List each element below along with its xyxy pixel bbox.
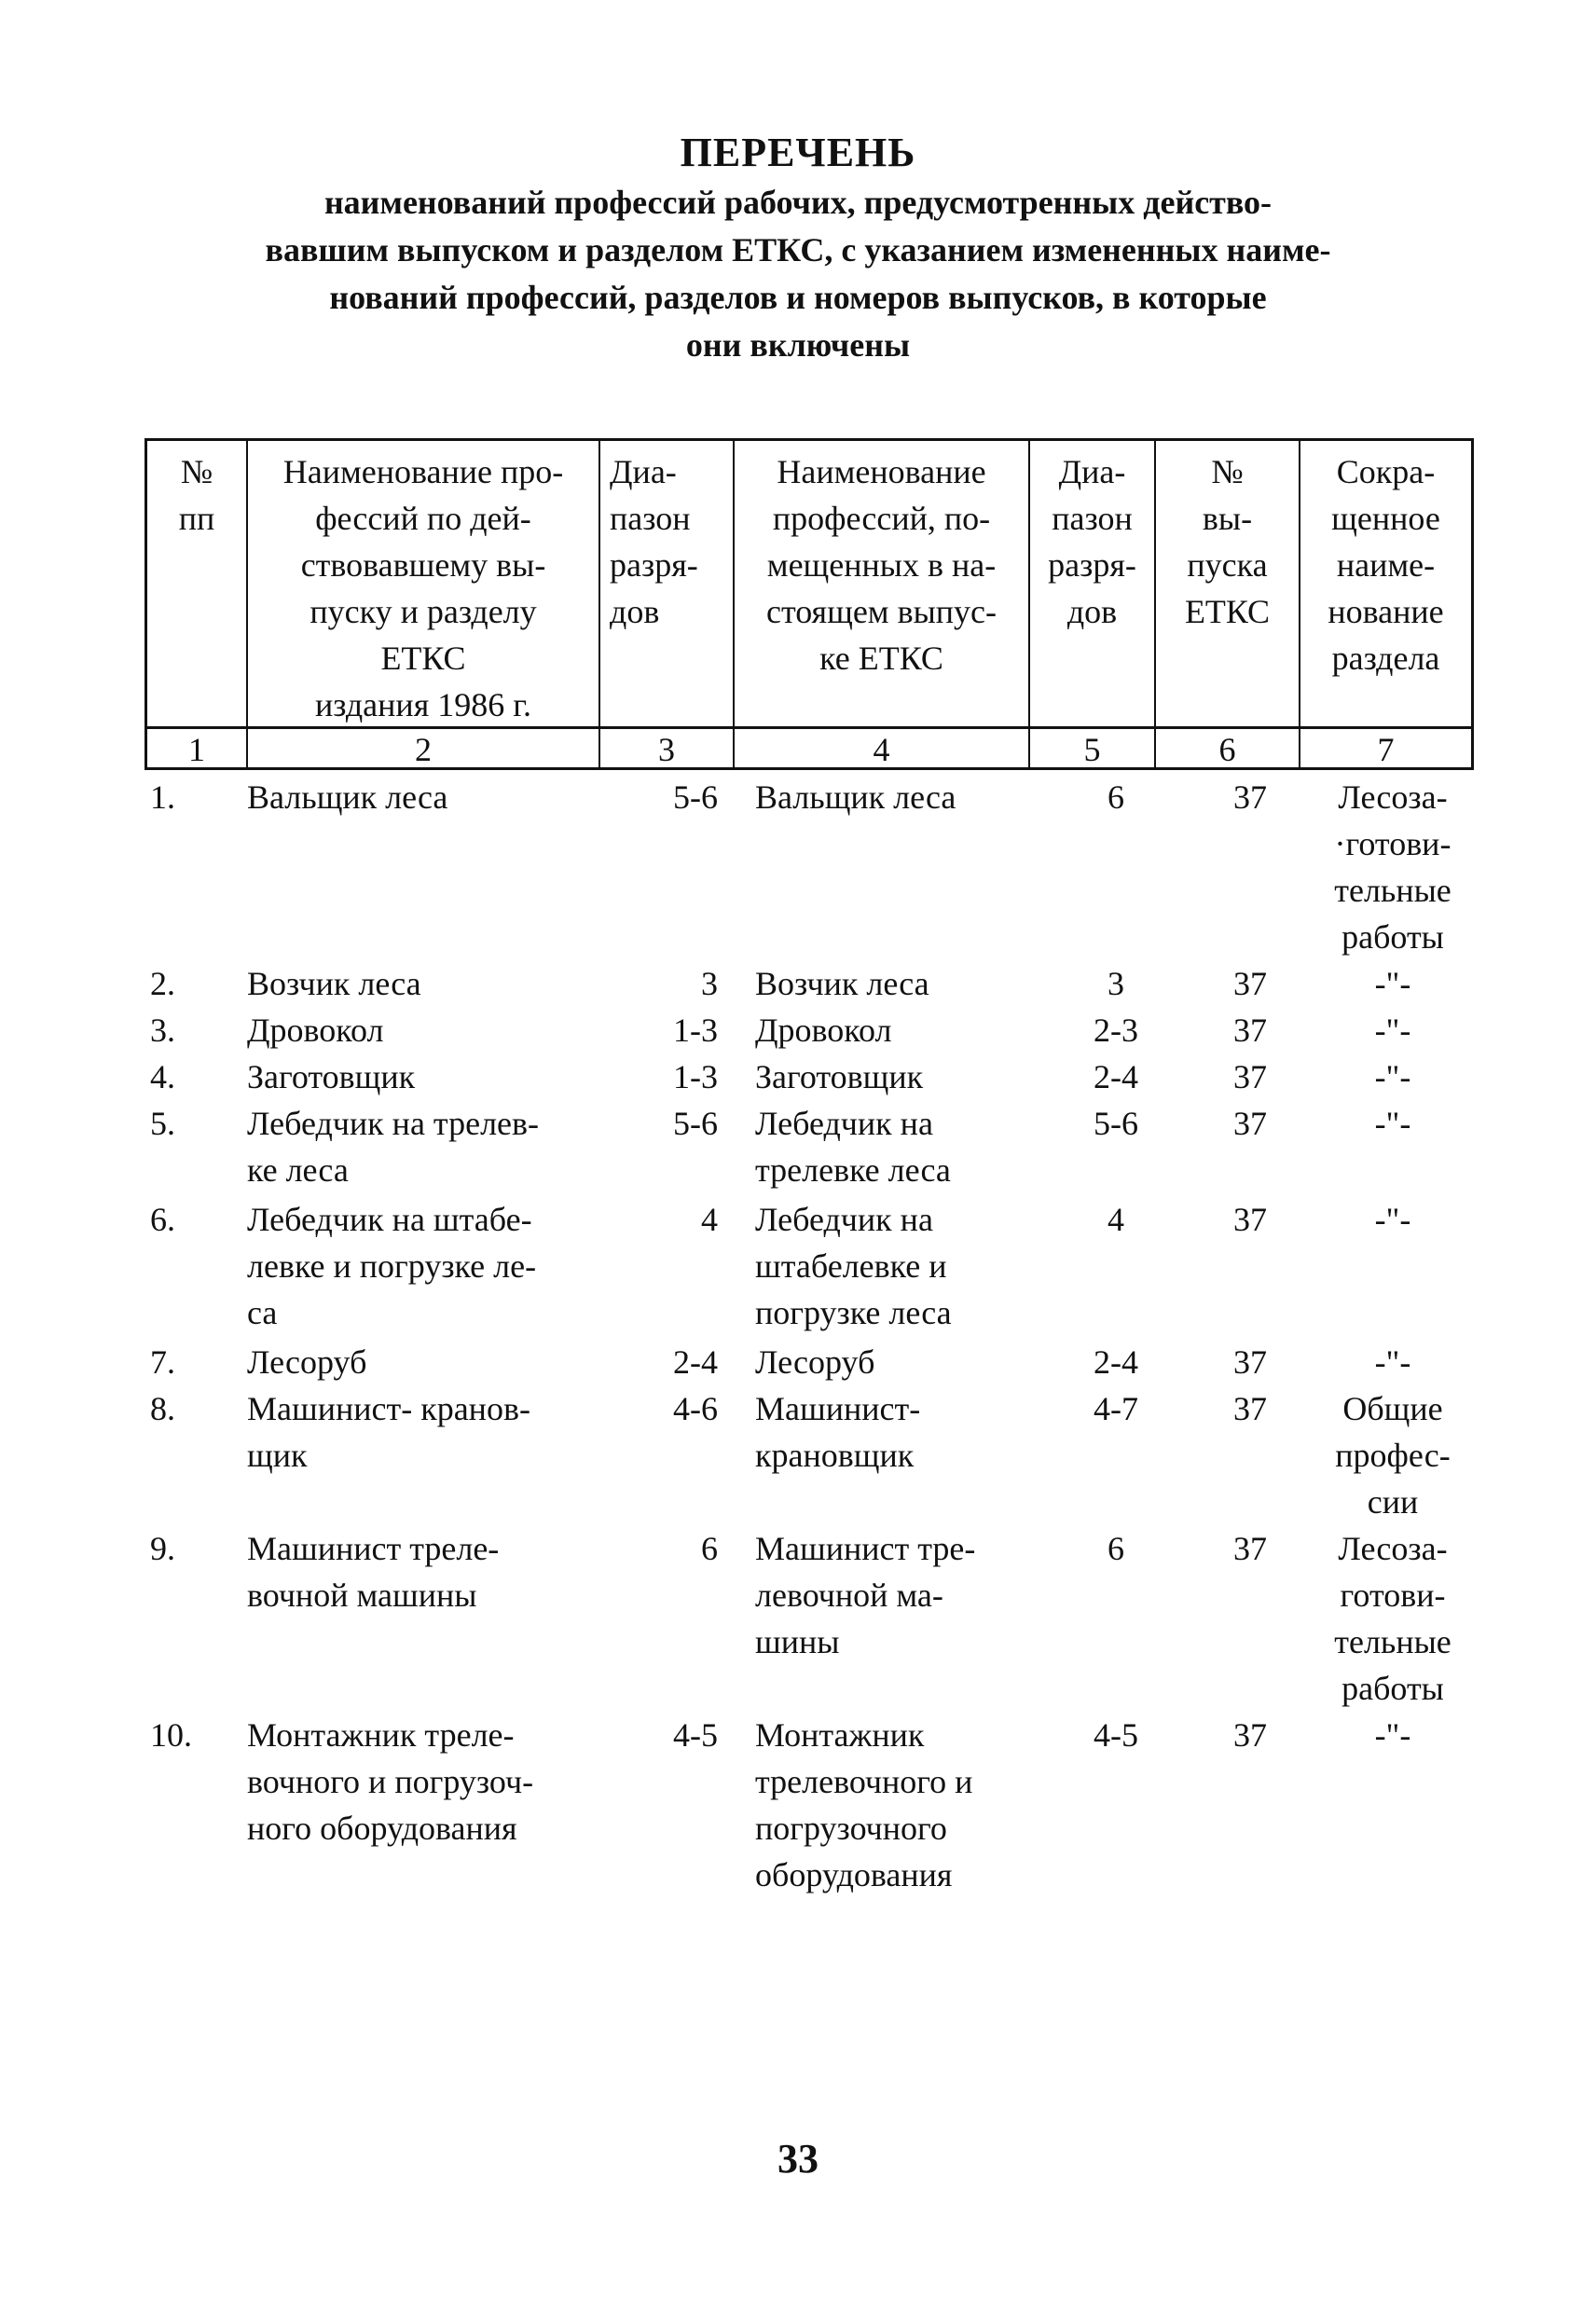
header-line: профессий, по- [772, 500, 991, 537]
section-name-line: Общие [1342, 1390, 1443, 1427]
section-name-line: тельные [1334, 1623, 1452, 1660]
section-name-line: Лесоза- [1338, 778, 1448, 816]
old-profession-line: вочной машины [247, 1576, 477, 1614]
page-number: 33 [777, 2136, 819, 2182]
old-grade-range: 3 [701, 965, 718, 1002]
new-profession-line: Лесоруб [755, 1343, 875, 1381]
header-line: разря- [1048, 546, 1136, 584]
row-number: 5. [150, 1105, 175, 1142]
old-profession [247, 774, 601, 820]
section-name [1312, 1525, 1474, 1712]
old-profession [247, 1100, 601, 1193]
table-header [144, 438, 1474, 770]
header-col-3 [600, 441, 735, 726]
issue-number: 37 [1233, 1012, 1267, 1049]
section-name-line: сии [1367, 1483, 1419, 1521]
old-grade-range: 2-4 [673, 1343, 718, 1381]
old-profession [247, 960, 601, 1007]
issue-number: 37 [1233, 1343, 1267, 1381]
section-name-line: Лесоза- [1338, 1530, 1448, 1567]
section-name-line: профес- [1335, 1437, 1451, 1474]
new-profession [755, 960, 1063, 1007]
section-name-line: -"- [1374, 965, 1411, 1002]
section-name-line: ·готови- [1334, 825, 1452, 862]
new-grade-range: 3 [1108, 965, 1124, 1002]
old-profession-line: Машинист треле- [247, 1530, 500, 1567]
new-grade-range: 2-3 [1094, 1012, 1138, 1049]
new-profession-line: Дровокол [755, 1012, 892, 1049]
new-profession-line: левочной ма- [755, 1576, 943, 1614]
header-line: № [180, 453, 213, 490]
header-line: наиме- [1336, 546, 1436, 584]
header-line: щенное [1331, 500, 1440, 537]
subtitle-line: они включены [685, 326, 911, 364]
header-line: дов [1066, 593, 1118, 630]
old-profession [247, 1525, 601, 1618]
section-name [1312, 1339, 1474, 1385]
document-title: ПЕРЕЧЕНЬ [680, 130, 916, 175]
old-profession [247, 1385, 601, 1479]
new-profession-line: трелевке леса [755, 1151, 951, 1189]
section-name [1312, 1196, 1474, 1243]
column-number: 4 [735, 729, 1030, 770]
new-profession-line: Вальщик леса [755, 778, 956, 816]
header-line: пп [178, 500, 215, 537]
column-number-row [147, 726, 1471, 770]
old-grade-range: 5-6 [673, 778, 718, 816]
header-col-7 [1300, 441, 1471, 726]
section-name [1312, 1100, 1474, 1147]
new-profession [755, 1053, 1063, 1100]
header-line: пазон [1052, 500, 1133, 537]
section-name [1312, 960, 1474, 1007]
header-line: ЕТКС [1184, 593, 1271, 630]
header-line: Сокра- [1336, 453, 1436, 490]
old-profession-line: Заготовщик [247, 1058, 416, 1095]
old-profession-line: вочного и погрузоч- [247, 1763, 534, 1800]
new-profession [755, 1712, 1063, 1898]
header-line: дов [610, 593, 660, 630]
new-grade-range: 2-4 [1094, 1058, 1138, 1095]
header-line: издания 1986 г. [315, 686, 531, 723]
new-grade-range: 4 [1108, 1201, 1124, 1238]
old-profession-line: Дровокол [247, 1012, 384, 1049]
old-profession-line: Лесоруб [247, 1343, 367, 1381]
subtitle-line: нований профессий, разделов и номеров выпусков, в которые [329, 279, 1267, 316]
old-profession-line: Машинист- кранов- [247, 1390, 530, 1427]
section-name-line: работы [1341, 918, 1444, 956]
old-grade-range: 4-5 [673, 1716, 718, 1754]
old-profession-line: ного оборудования [247, 1810, 517, 1847]
section-name-line: -"- [1374, 1105, 1411, 1142]
old-profession-line: са [247, 1294, 278, 1331]
header-line: ке ЕТКС [819, 640, 943, 677]
new-grade-range: 2-4 [1094, 1343, 1138, 1381]
header-line: № [1211, 453, 1244, 490]
header-line: Наименование про- [282, 453, 564, 490]
section-name [1312, 774, 1474, 960]
header-line: ЕТКС [380, 640, 466, 677]
old-profession-line: Возчик леса [247, 965, 421, 1002]
new-profession [755, 1100, 1063, 1193]
row-number: 2. [150, 965, 175, 1002]
header-col-1 [147, 441, 248, 726]
new-profession-line: оборудования [755, 1856, 953, 1893]
section-name-line: -"- [1374, 1058, 1411, 1095]
new-grade-range: 5-6 [1094, 1105, 1138, 1142]
new-profession [755, 1525, 1063, 1665]
header-line: вы- [1202, 500, 1253, 537]
column-number: 5 [1030, 729, 1156, 770]
old-profession-line: щик [247, 1437, 308, 1474]
issue-number: 37 [1233, 1201, 1267, 1238]
column-number: 1 [147, 729, 248, 770]
old-profession-line: Лебедчик на штабе- [247, 1201, 532, 1238]
column-number: 7 [1377, 731, 1395, 768]
header-line: фессий по дей- [315, 500, 531, 537]
header-line: стоящем выпус- [765, 593, 997, 630]
header-line: Диа- [610, 453, 677, 490]
new-profession [755, 1196, 1063, 1336]
issue-number: 37 [1233, 1530, 1267, 1567]
column-number: 3 [600, 729, 735, 770]
header-line: мещенных в на- [766, 546, 997, 584]
new-profession-line: штабелевке и [755, 1247, 947, 1285]
section-name-line: -"- [1374, 1343, 1411, 1381]
old-profession-line: Вальщик леса [247, 778, 448, 816]
header-line: нование [1328, 593, 1444, 630]
header-line: пуска [1187, 546, 1268, 584]
header-col-4 [735, 441, 1030, 726]
old-profession [247, 1339, 601, 1385]
new-grade-range: 6 [1108, 778, 1124, 816]
section-name [1312, 1712, 1474, 1758]
old-profession [247, 1196, 601, 1336]
new-profession-line: трелевочного и [755, 1763, 973, 1800]
new-profession-line: Монтажник [755, 1716, 925, 1754]
row-number: 3. [150, 1012, 175, 1049]
new-profession-line: Лебедчик на [755, 1201, 933, 1238]
row-number: 1. [150, 778, 175, 816]
section-name [1312, 1385, 1474, 1525]
header-col-2 [248, 441, 600, 726]
new-profession [755, 1339, 1063, 1385]
row-number: 7. [150, 1343, 175, 1381]
new-profession-line: погрузке леса [755, 1294, 952, 1331]
issue-number: 37 [1233, 1390, 1267, 1427]
new-profession-line: Возчик леса [755, 965, 929, 1002]
new-profession [755, 1007, 1063, 1053]
old-profession [247, 1007, 601, 1053]
section-name-line: -"- [1374, 1201, 1411, 1238]
new-grade-range: 4-5 [1094, 1716, 1138, 1754]
issue-number: 37 [1233, 1716, 1267, 1754]
section-name [1312, 1053, 1474, 1100]
header-line: пуску и разделу [310, 593, 537, 630]
new-profession-line: Машинист тре- [755, 1530, 976, 1567]
header-col-5 [1030, 441, 1156, 726]
row-number: 8. [150, 1390, 175, 1427]
old-grade-range: 4-6 [673, 1390, 718, 1427]
issue-number: 37 [1233, 1105, 1267, 1142]
new-profession-line: Лебедчик на [755, 1105, 933, 1142]
new-profession-line: погрузочного [755, 1810, 947, 1847]
old-grade-range: 1-3 [673, 1012, 718, 1049]
new-profession-line: Заготовщик [755, 1058, 924, 1095]
header-line: Наименование [777, 453, 986, 490]
subtitle-line: наименований профессий рабочих, предусмотренных действо- [323, 184, 1273, 221]
header-line: разря- [610, 546, 698, 584]
old-profession-line: левке и погрузке ле- [247, 1247, 537, 1285]
new-profession-line: крановщик [755, 1437, 915, 1474]
section-name-line: работы [1341, 1670, 1444, 1707]
old-profession-line: Монтажник треле- [247, 1716, 515, 1754]
header-line: ствовавшему вы- [300, 546, 546, 584]
new-profession-line: шины [755, 1623, 840, 1660]
section-name-line: готови- [1340, 1576, 1446, 1614]
header-col-6 [1156, 441, 1300, 726]
issue-number: 37 [1233, 965, 1267, 1002]
old-profession [247, 1053, 601, 1100]
new-profession-line: Машинист- [755, 1390, 921, 1427]
new-grade-range: 4-7 [1094, 1390, 1138, 1427]
section-name-line: тельные [1334, 872, 1452, 909]
row-number: 9. [150, 1530, 175, 1567]
column-number: 2 [248, 729, 600, 770]
new-grade-range: 6 [1108, 1530, 1124, 1567]
section-name-line: -"- [1374, 1716, 1411, 1754]
row-number: 10. [150, 1716, 192, 1754]
column-number: 6 [1156, 729, 1300, 770]
old-grade-range: 6 [701, 1530, 718, 1567]
old-profession [247, 1712, 601, 1852]
new-profession [755, 1385, 1063, 1479]
issue-number: 37 [1233, 1058, 1267, 1095]
old-profession-line: ке леса [247, 1151, 349, 1189]
document-subtitle [145, 179, 1451, 369]
old-grade-range: 1-3 [673, 1058, 718, 1095]
row-number: 6. [150, 1201, 175, 1238]
old-grade-range: 5-6 [673, 1105, 718, 1142]
subtitle-line: вавшим выпуском и разделом ЕТКС, с указанием измененных наиме- [265, 231, 1331, 268]
header-line: Диа- [1058, 453, 1126, 490]
header-line: пазон [610, 500, 691, 537]
new-profession [755, 774, 1063, 820]
issue-number: 37 [1233, 778, 1267, 816]
old-grade-range: 4 [701, 1201, 718, 1238]
row-number: 4. [150, 1058, 175, 1095]
section-name [1312, 1007, 1474, 1053]
header-line: раздела [1331, 640, 1440, 677]
section-name-line: -"- [1374, 1012, 1411, 1049]
old-profession-line: Лебедчик на трелев- [247, 1105, 539, 1142]
